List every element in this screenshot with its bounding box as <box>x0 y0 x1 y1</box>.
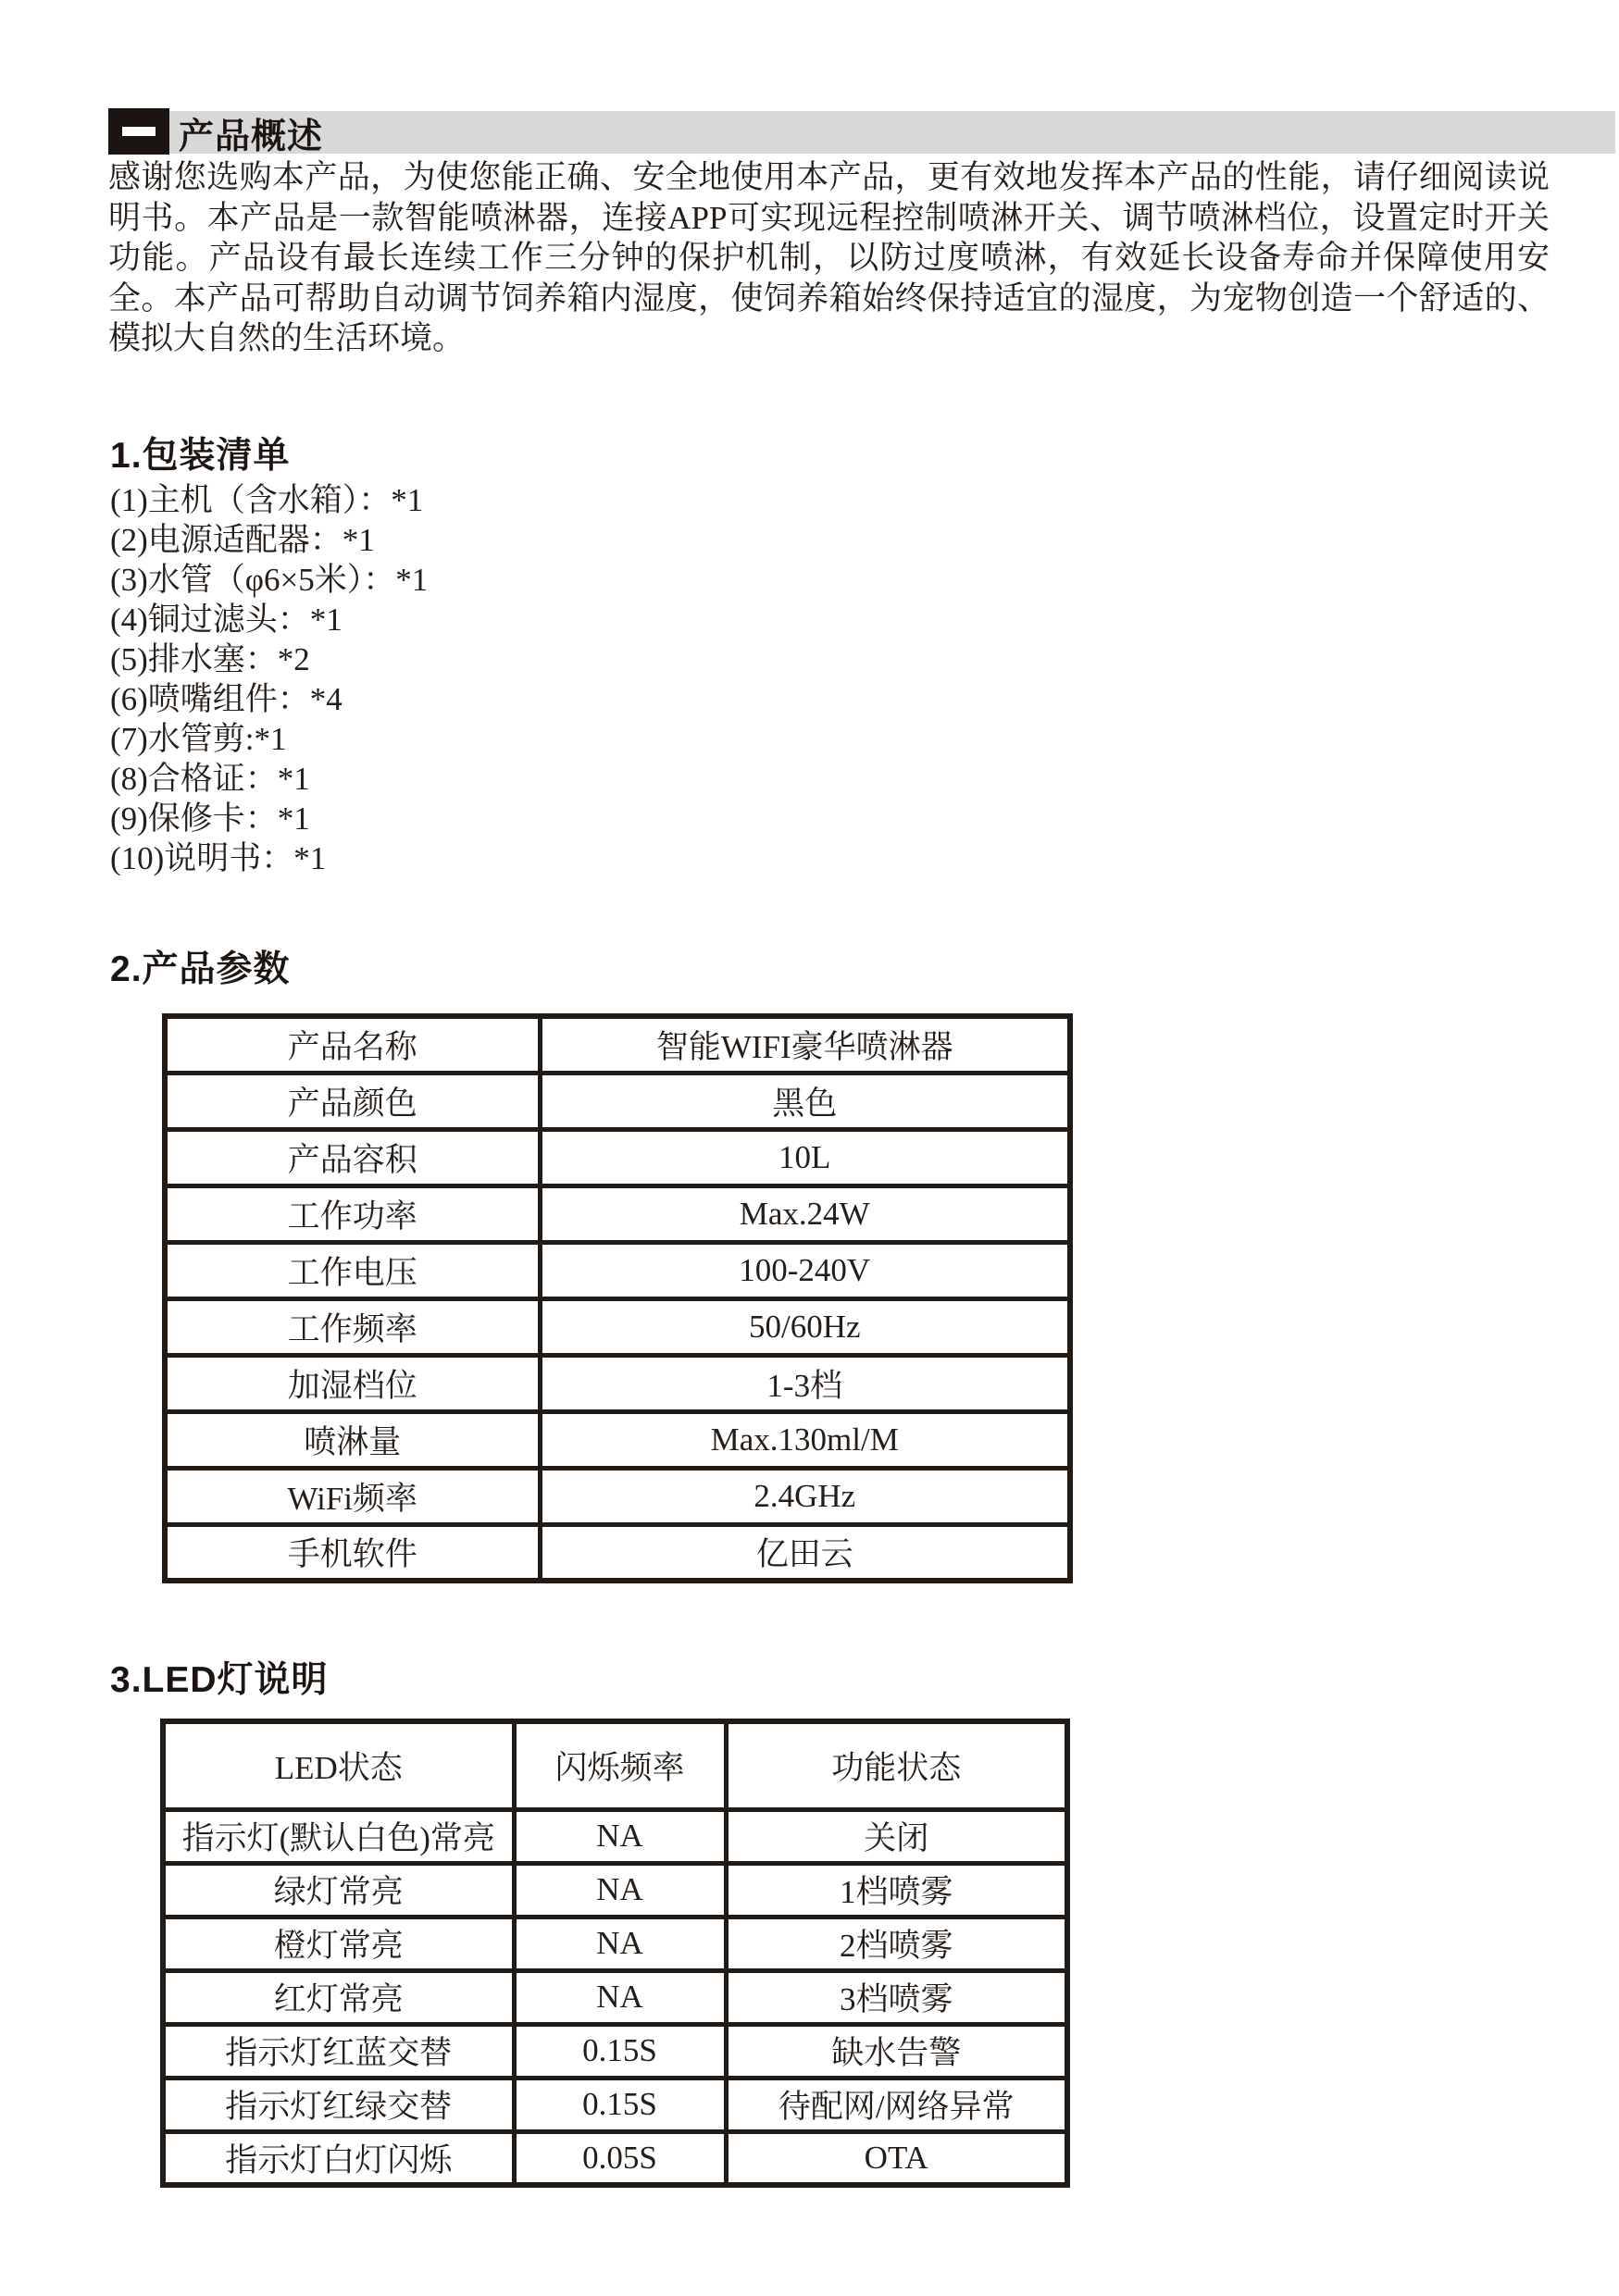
led-header-cell: 功能状态 <box>726 1721 1067 1809</box>
list-item: (8)合格证：*1 <box>110 761 310 797</box>
table-row <box>163 2024 1067 2078</box>
params-heading: 2.产品参数 <box>110 949 291 989</box>
list-item: (7)水管剪:*1 <box>110 721 287 757</box>
packing-list <box>110 480 428 878</box>
led-table <box>160 1719 1070 2188</box>
table-row <box>163 1863 1067 1917</box>
led-table-body <box>163 1809 1067 2185</box>
section-banner <box>108 111 1615 154</box>
param-value-cell: 智能WIFI豪华喷淋器 <box>540 1016 1070 1073</box>
led-state-cell: 指示灯(默认白色)常亮 <box>163 1809 514 1863</box>
table-row <box>165 1411 1070 1468</box>
table-row <box>163 1809 1067 1863</box>
table-row <box>163 2131 1067 2185</box>
led-function-cell: 3档喷雾 <box>726 1970 1067 2024</box>
table-row <box>165 1298 1070 1355</box>
param-value-cell: Max.130ml/M <box>540 1411 1070 1468</box>
param-value-cell: Max.24W <box>540 1185 1070 1242</box>
led-function-cell: 2档喷雾 <box>726 1917 1067 1970</box>
param-label-cell: 产品名称 <box>165 1016 540 1073</box>
list-item: (5)排水塞：*2 <box>110 641 310 677</box>
led-frequency-cell: 0.15S <box>514 2078 726 2131</box>
led-frequency-cell: NA <box>514 1809 726 1863</box>
led-header-row <box>163 1721 1067 1809</box>
led-function-cell: 1档喷雾 <box>726 1863 1067 1917</box>
params-table-body <box>165 1016 1070 1581</box>
led-state-cell: 红灯常亮 <box>163 1970 514 2024</box>
param-value-cell: 亿田云 <box>540 1524 1070 1581</box>
section-one-dash-icon <box>122 127 156 136</box>
param-label-cell: 工作频率 <box>165 1298 540 1355</box>
list-item: (6)喷嘴组件：*4 <box>110 681 342 717</box>
param-value-cell: 10L <box>540 1129 1070 1185</box>
param-value-cell: 1-3档 <box>540 1355 1070 1411</box>
led-state-cell: 绿灯常亮 <box>163 1863 514 1917</box>
param-label-cell: 产品容积 <box>165 1129 540 1185</box>
table-row <box>165 1468 1070 1524</box>
section-number-badge <box>108 108 169 155</box>
led-frequency-cell: NA <box>514 1917 726 1970</box>
list-item: (3)水管（φ6×5米）：*1 <box>110 562 429 598</box>
led-state-cell: 橙灯常亮 <box>163 1917 514 1970</box>
table-row <box>163 1917 1067 1970</box>
led-function-cell: 关闭 <box>726 1809 1067 1863</box>
param-label-cell: WiFi频率 <box>165 1468 540 1524</box>
param-label-cell: 加湿档位 <box>165 1355 540 1411</box>
table-row <box>165 1185 1070 1242</box>
param-value-cell: 2.4GHz <box>540 1468 1070 1524</box>
param-value-cell: 100-240V <box>540 1242 1070 1298</box>
table-row <box>165 1129 1070 1185</box>
table-row <box>165 1073 1070 1129</box>
led-frequency-cell: NA <box>514 1863 726 1917</box>
led-frequency-cell: 0.05S <box>514 2131 726 2185</box>
led-header-cell: LED状态 <box>163 1721 514 1809</box>
param-label-cell: 工作电压 <box>165 1242 540 1298</box>
table-row <box>165 1355 1070 1411</box>
table-row <box>165 1242 1070 1298</box>
led-heading: 3.LED灯说明 <box>110 1660 329 1700</box>
list-item: (1)主机（含水箱）：*1 <box>110 482 424 518</box>
list-item: (2)电源适配器：*1 <box>110 522 375 558</box>
table-row <box>163 2078 1067 2131</box>
param-label-cell: 喷淋量 <box>165 1411 540 1468</box>
table-row <box>163 1970 1067 2024</box>
led-function-cell: 待配网/网络异常 <box>726 2078 1067 2131</box>
param-label-cell: 手机软件 <box>165 1524 540 1581</box>
led-table-head <box>163 1721 1067 1809</box>
led-state-cell: 指示灯红蓝交替 <box>163 2024 514 2078</box>
led-state-cell: 指示灯白灯闪烁 <box>163 2131 514 2185</box>
intro-paragraph: 感谢您选购本产品，为使您能正确、安全地使用本产品，更有效地发挥本产品的性能，请仔细阅读说明书。本产品是一款智能喷淋器，连接APP可实现远程控制喷淋开关、调节喷淋档位，设置定时开关功能。产品设有最长连续工作三分钟的保护机制，以防过度喷淋，有效延长设备寿命并保障使用安全。本产品可帮助自动调节饲养箱内湿度，使饲养箱始终保持适宜的湿度，为宠物创造一个舒适的、模拟大自然的生活环境。 <box>108 159 1550 356</box>
list-item: (9)保修卡：*1 <box>110 800 310 837</box>
param-label-cell: 产品颜色 <box>165 1073 540 1129</box>
table-row <box>165 1016 1070 1073</box>
list-item: (4)铜过滤头：*1 <box>110 602 342 638</box>
led-frequency-cell: NA <box>514 1970 726 2024</box>
table-row <box>165 1524 1070 1581</box>
led-frequency-cell: 0.15S <box>514 2024 726 2078</box>
packing-heading: 1.包装清单 <box>110 436 291 476</box>
led-function-cell: 缺水告警 <box>726 2024 1067 2078</box>
list-item: (10)说明书：*1 <box>110 840 327 876</box>
params-table <box>162 1013 1073 1583</box>
param-value-cell: 50/60Hz <box>540 1298 1070 1355</box>
param-value-cell: 黑色 <box>540 1073 1070 1129</box>
param-label-cell: 工作功率 <box>165 1185 540 1242</box>
page-title: 产品概述 <box>179 118 324 156</box>
led-function-cell: OTA <box>726 2131 1067 2185</box>
led-state-cell: 指示灯红绿交替 <box>163 2078 514 2131</box>
led-header-cell: 闪烁频率 <box>514 1721 726 1809</box>
